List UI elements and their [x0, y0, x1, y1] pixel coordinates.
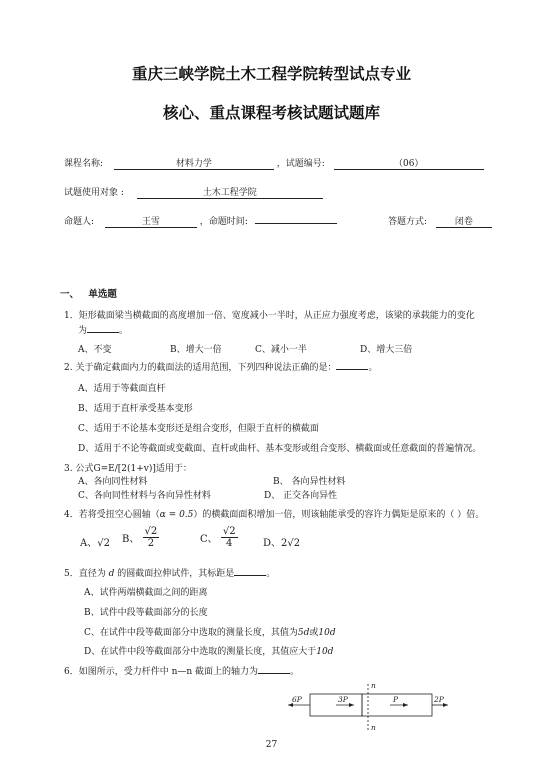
q4-c-label: C、: [200, 534, 218, 545]
q5-c-text: C、在试件中段等截面部分中选取的测量长度，其值为: [84, 628, 298, 638]
q1-prefix: 为: [78, 326, 88, 336]
q4-b-fraction: [143, 526, 160, 549]
q4-stem-a: 4．若将受扭空心圆轴（: [64, 510, 160, 520]
q5-stem-end: 。: [266, 569, 276, 579]
course-row: [64, 156, 484, 170]
target-row: [64, 185, 323, 199]
q4-stem-b: ）的横截面面积增加一倍，则该轴能承受的容许力偶矩是原来的（ ）倍。: [193, 510, 485, 520]
q5-d-m: 10d: [316, 647, 334, 657]
answer-blank: [336, 361, 368, 370]
q1-stem: 1．矩形截面梁当横截面的高度增加一倍、宽度减小一半时，从正应力强度考虑，该梁的承载能力的变化: [64, 311, 475, 321]
course-value: 材料力学: [114, 156, 274, 170]
section-number: 一、: [60, 289, 80, 300]
q4-option-c: [200, 526, 238, 549]
q4-a-label: A、: [80, 538, 98, 549]
course-label: 课程名称:: [64, 159, 104, 169]
time-value: [255, 223, 337, 224]
load-label-6p: 6P: [292, 695, 302, 704]
section-label-bottom: n: [371, 723, 376, 732]
q5-option-a: A、试件两端横截面之间的距离: [84, 588, 208, 598]
q1-suffix: 。: [119, 326, 129, 336]
q2-option-d: D、适用于不论等截面或变截面、直杆或曲杆、基本变形或组合变形、横截面或任意截面的普遍情况。: [78, 444, 482, 454]
q5-option-c: [84, 625, 336, 638]
page-number: 27: [265, 740, 278, 750]
q3-option-c: C、各向同性材料与各向异性材料: [78, 491, 211, 501]
q4-c-fraction: [221, 526, 238, 549]
arrowhead-p: [403, 703, 408, 707]
q1-option-b: B、增大一倍: [170, 345, 222, 355]
section-heading: [60, 286, 117, 300]
q4-option-d: [263, 534, 300, 549]
author-label: 命题人:: [64, 217, 95, 227]
q3-option-a: A、各向同性材料: [78, 477, 148, 487]
q1-option-c: C、减小一半: [255, 345, 307, 355]
q3-option-d: D、 正交各向异性: [264, 491, 338, 501]
q1-option-d: D、增大三倍: [360, 345, 413, 355]
answer-blank: [234, 567, 266, 576]
q4-b-num: √2: [144, 526, 158, 537]
mode-row: [388, 214, 492, 228]
q2-option-b: B、适用于直杆承受基本变形: [78, 404, 193, 414]
q4-d-value: 2√2: [281, 538, 301, 549]
target-value: 土木工程学院: [137, 185, 323, 199]
q4-b-label: B、: [122, 534, 140, 545]
arrowhead-3p: [349, 703, 354, 707]
q5-d: d: [108, 569, 115, 579]
q3-stem: 3. 公式G=E/[2(1+v)]适用于：: [64, 464, 192, 474]
q2-option-c: C、适用于不论基本变形还是组合变形，但限于直杆的横截面: [78, 424, 319, 434]
load-label-p: P: [393, 695, 399, 704]
title-line-2: 核心、重点课程考核试题试题库: [162, 104, 380, 122]
q2-stem: [64, 360, 377, 373]
q2-stem-text: 2. 关于确定截面内力的截面法的适用范围，下列四种说法正确的是：: [64, 363, 337, 373]
section-title: 单选题: [88, 289, 117, 300]
q4-d-label: D、: [263, 538, 282, 549]
q4-b-den: 2: [147, 538, 155, 549]
q4-alpha: α = 0.5: [159, 510, 194, 520]
time-label: ，命题时间:: [199, 217, 248, 227]
q2-stem-end: 。: [368, 363, 378, 373]
author-value: 王雪: [105, 214, 197, 228]
q6-stem: [64, 664, 299, 677]
load-label-2p: 2P: [434, 695, 444, 704]
q5-stem: [64, 566, 275, 579]
target-label: 试题使用对象 :: [64, 188, 124, 198]
q5-c-or: 或: [309, 628, 319, 638]
mode-value: 闭卷: [436, 214, 492, 228]
q4-stem: [64, 507, 484, 520]
q4-options: [80, 534, 110, 549]
title-line-1: 重庆三峡学院土木工程学院转型试点专业: [131, 65, 411, 83]
q1-stem-line2: [78, 323, 128, 336]
section-label-top: n: [371, 681, 376, 690]
load-label-3p: 3P: [338, 695, 348, 704]
q5-stem-b: 的圆截面拉伸试件，其标距是: [117, 569, 235, 579]
q6-stem-text: 6．如图所示，受力杆件中 n—n 截面上的轴力为: [64, 667, 259, 677]
answer-blank: [87, 324, 119, 333]
q6-stem-end: 。: [290, 667, 300, 677]
author-row: [64, 214, 337, 228]
q5-option-d: [84, 644, 333, 657]
q5-option-b: B、试件中段等截面部分的长度: [84, 608, 208, 618]
code-label: ，试题编号:: [276, 159, 325, 169]
q5-c-m1: 5d: [297, 628, 310, 638]
q5-c-m2: 10d: [318, 628, 336, 638]
axial-force-diagram: [280, 680, 450, 732]
q4-option-b: [122, 526, 159, 549]
q4-a-value: √2: [97, 538, 110, 549]
answer-blank: [258, 665, 290, 674]
q2-option-a: A、适用于等截面直杆: [78, 384, 166, 394]
q4-c-den: 4: [226, 538, 233, 549]
q4-c-num: √2: [222, 526, 236, 537]
q5-d-text: D、在试件中段等截面部分中选取的测量长度，其值应大于: [84, 647, 317, 657]
mode-label: 答题方式:: [388, 217, 428, 227]
q1-option-a: A、不变: [78, 345, 112, 355]
code-value: （06）: [334, 156, 484, 170]
q3-option-b: B、 各向异性材料: [273, 477, 346, 487]
q5-stem-a: 5．直径为: [64, 569, 106, 579]
